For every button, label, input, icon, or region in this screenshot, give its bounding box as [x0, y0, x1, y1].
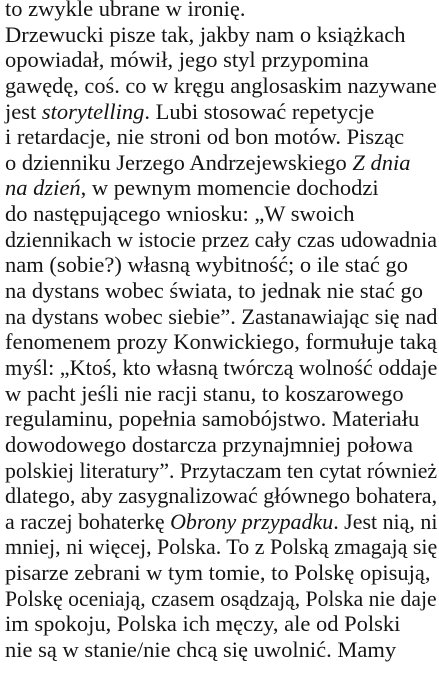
text-segment: Drzewucki pisze tak, jakby nam o książkach — [5, 21, 406, 47]
italic-title: na dzień — [5, 175, 81, 201]
text-line — [5, 585, 437, 612]
text-segment: do następującego wniosku: „W swoich — [5, 201, 355, 227]
text-segment: dlatego, aby zasygnalizować głównego bohatera, — [5, 483, 438, 509]
text-segment: , w pewnym momencie dochodzi — [80, 175, 379, 201]
text-segment: gawędę, coś. co w kręgu anglosaskim nazywane — [5, 72, 437, 98]
text-line — [5, 124, 437, 150]
text-line — [5, 611, 437, 637]
text-line — [5, 457, 438, 484]
text-line — [5, 47, 437, 73]
text-line — [5, 22, 437, 48]
text-segment: nie są w stanie/nie chcą się uwolnić. Mamy — [5, 637, 397, 663]
italic-title: Obrony przypadku — [170, 508, 334, 534]
text-segment: w pacht jeśli nie racji stanu, to koszarowego — [5, 380, 404, 406]
text-line — [5, 329, 436, 355]
text-segment: na dystans wobec siebie”. Zastanawiając się nad — [5, 303, 438, 329]
text-segment: to zwykle ubrane w ironię. — [5, 0, 246, 21]
text-line — [5, 406, 437, 432]
text-line — [5, 303, 438, 330]
text-segment: mniej, ni więcej, Polska. To z Polską zmagają się — [5, 534, 438, 560]
text-line — [5, 432, 437, 458]
text-segment: pisarze zebrani w tym tomie, to Polskę opisują, — [5, 560, 431, 586]
text-segment: i retardacje, nie stroni od bon motów. Pisząc — [5, 124, 405, 150]
text-line — [5, 278, 437, 304]
text-line — [5, 99, 437, 125]
italic-title: Z dnia — [352, 149, 411, 175]
text-line — [5, 381, 437, 407]
text-line — [5, 508, 438, 535]
text-line — [5, 0, 437, 22]
text-line — [5, 560, 437, 586]
italic-title: storytelling — [41, 98, 145, 124]
text-line — [5, 226, 438, 253]
text-line — [5, 483, 438, 509]
text-line — [5, 354, 438, 381]
text-segment: . Jest nią, ni — [333, 508, 438, 534]
text-segment: nam (sobie?) własną wybitność; o ile stać go — [5, 252, 409, 278]
body-text — [5, 0, 437, 663]
text-segment: jest — [5, 98, 42, 124]
text-segment: . Lubi stosować repetycje — [144, 98, 375, 124]
text-line — [5, 150, 437, 176]
text-segment: Polskę oceniają, czasem osądzają, Polska nie daje — [5, 585, 437, 611]
text-segment: dziennikach w istocie przez cały czas udowadnia — [5, 226, 438, 252]
text-line — [5, 201, 437, 227]
text-segment: a raczej bohaterkę — [5, 508, 171, 534]
text-segment: regulaminu, popełnia samobójstwo. Materiału — [5, 406, 420, 432]
text-line — [5, 637, 437, 663]
text-line — [5, 72, 437, 99]
text-line — [5, 252, 437, 278]
text-segment: myśl: „Ktoś, kto własną twórczą wolność oddaje — [5, 354, 438, 380]
text-segment: opowiadał, mówił, jego styl przypomina — [5, 47, 369, 73]
text-line — [5, 175, 437, 201]
text-segment: fenomenem prozy Konwickiego, formułuje taką — [5, 329, 437, 355]
text-line — [5, 534, 438, 560]
text-segment: polskiej literatury”. Przytaczam ten cytat również — [5, 457, 438, 483]
text-segment: o dzienniku Jerzego Andrzejewskiego — [5, 149, 353, 175]
text-segment: dowodowego dostarcza przynajmniej połowa — [5, 431, 413, 457]
text-segment: na dystans wobec świata, to jednak nie stać go — [5, 278, 424, 304]
text-segment: im spokoju, Polska ich męczy, ale od Polski — [5, 611, 401, 637]
